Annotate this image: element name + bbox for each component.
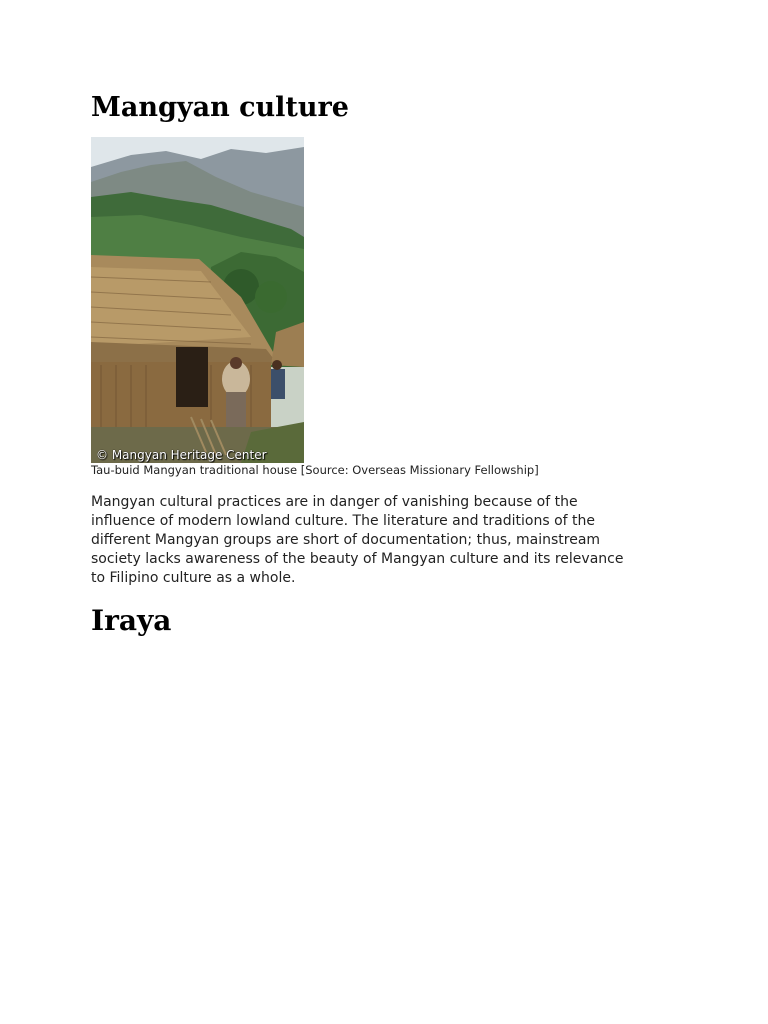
paragraph-line: to Filipino culture as a whole. xyxy=(91,570,296,586)
paragraph-line: Mangyan cultural practices are in danger of vanishing because of the xyxy=(91,494,578,510)
section-heading: Iraya xyxy=(91,604,172,637)
body-paragraph xyxy=(91,493,681,588)
house-photo-illustration xyxy=(91,137,304,463)
photo-caption: Tau-buid Mangyan traditional house [Source: Overseas Missionary Fellowship] xyxy=(91,463,539,477)
paragraph-line: influence of modern lowland culture. The literature and traditions of the xyxy=(91,513,595,529)
page-title: Mangyan culture xyxy=(91,92,349,123)
paragraph-line: different Mangyan groups are short of documentation; thus, mainstream xyxy=(91,532,601,548)
paragraph-line: society lacks awareness of the beauty of Mangyan culture and its relevance xyxy=(91,551,624,567)
house-photo xyxy=(91,137,304,463)
photo-watermark: © Mangyan Heritage Center xyxy=(96,448,267,462)
